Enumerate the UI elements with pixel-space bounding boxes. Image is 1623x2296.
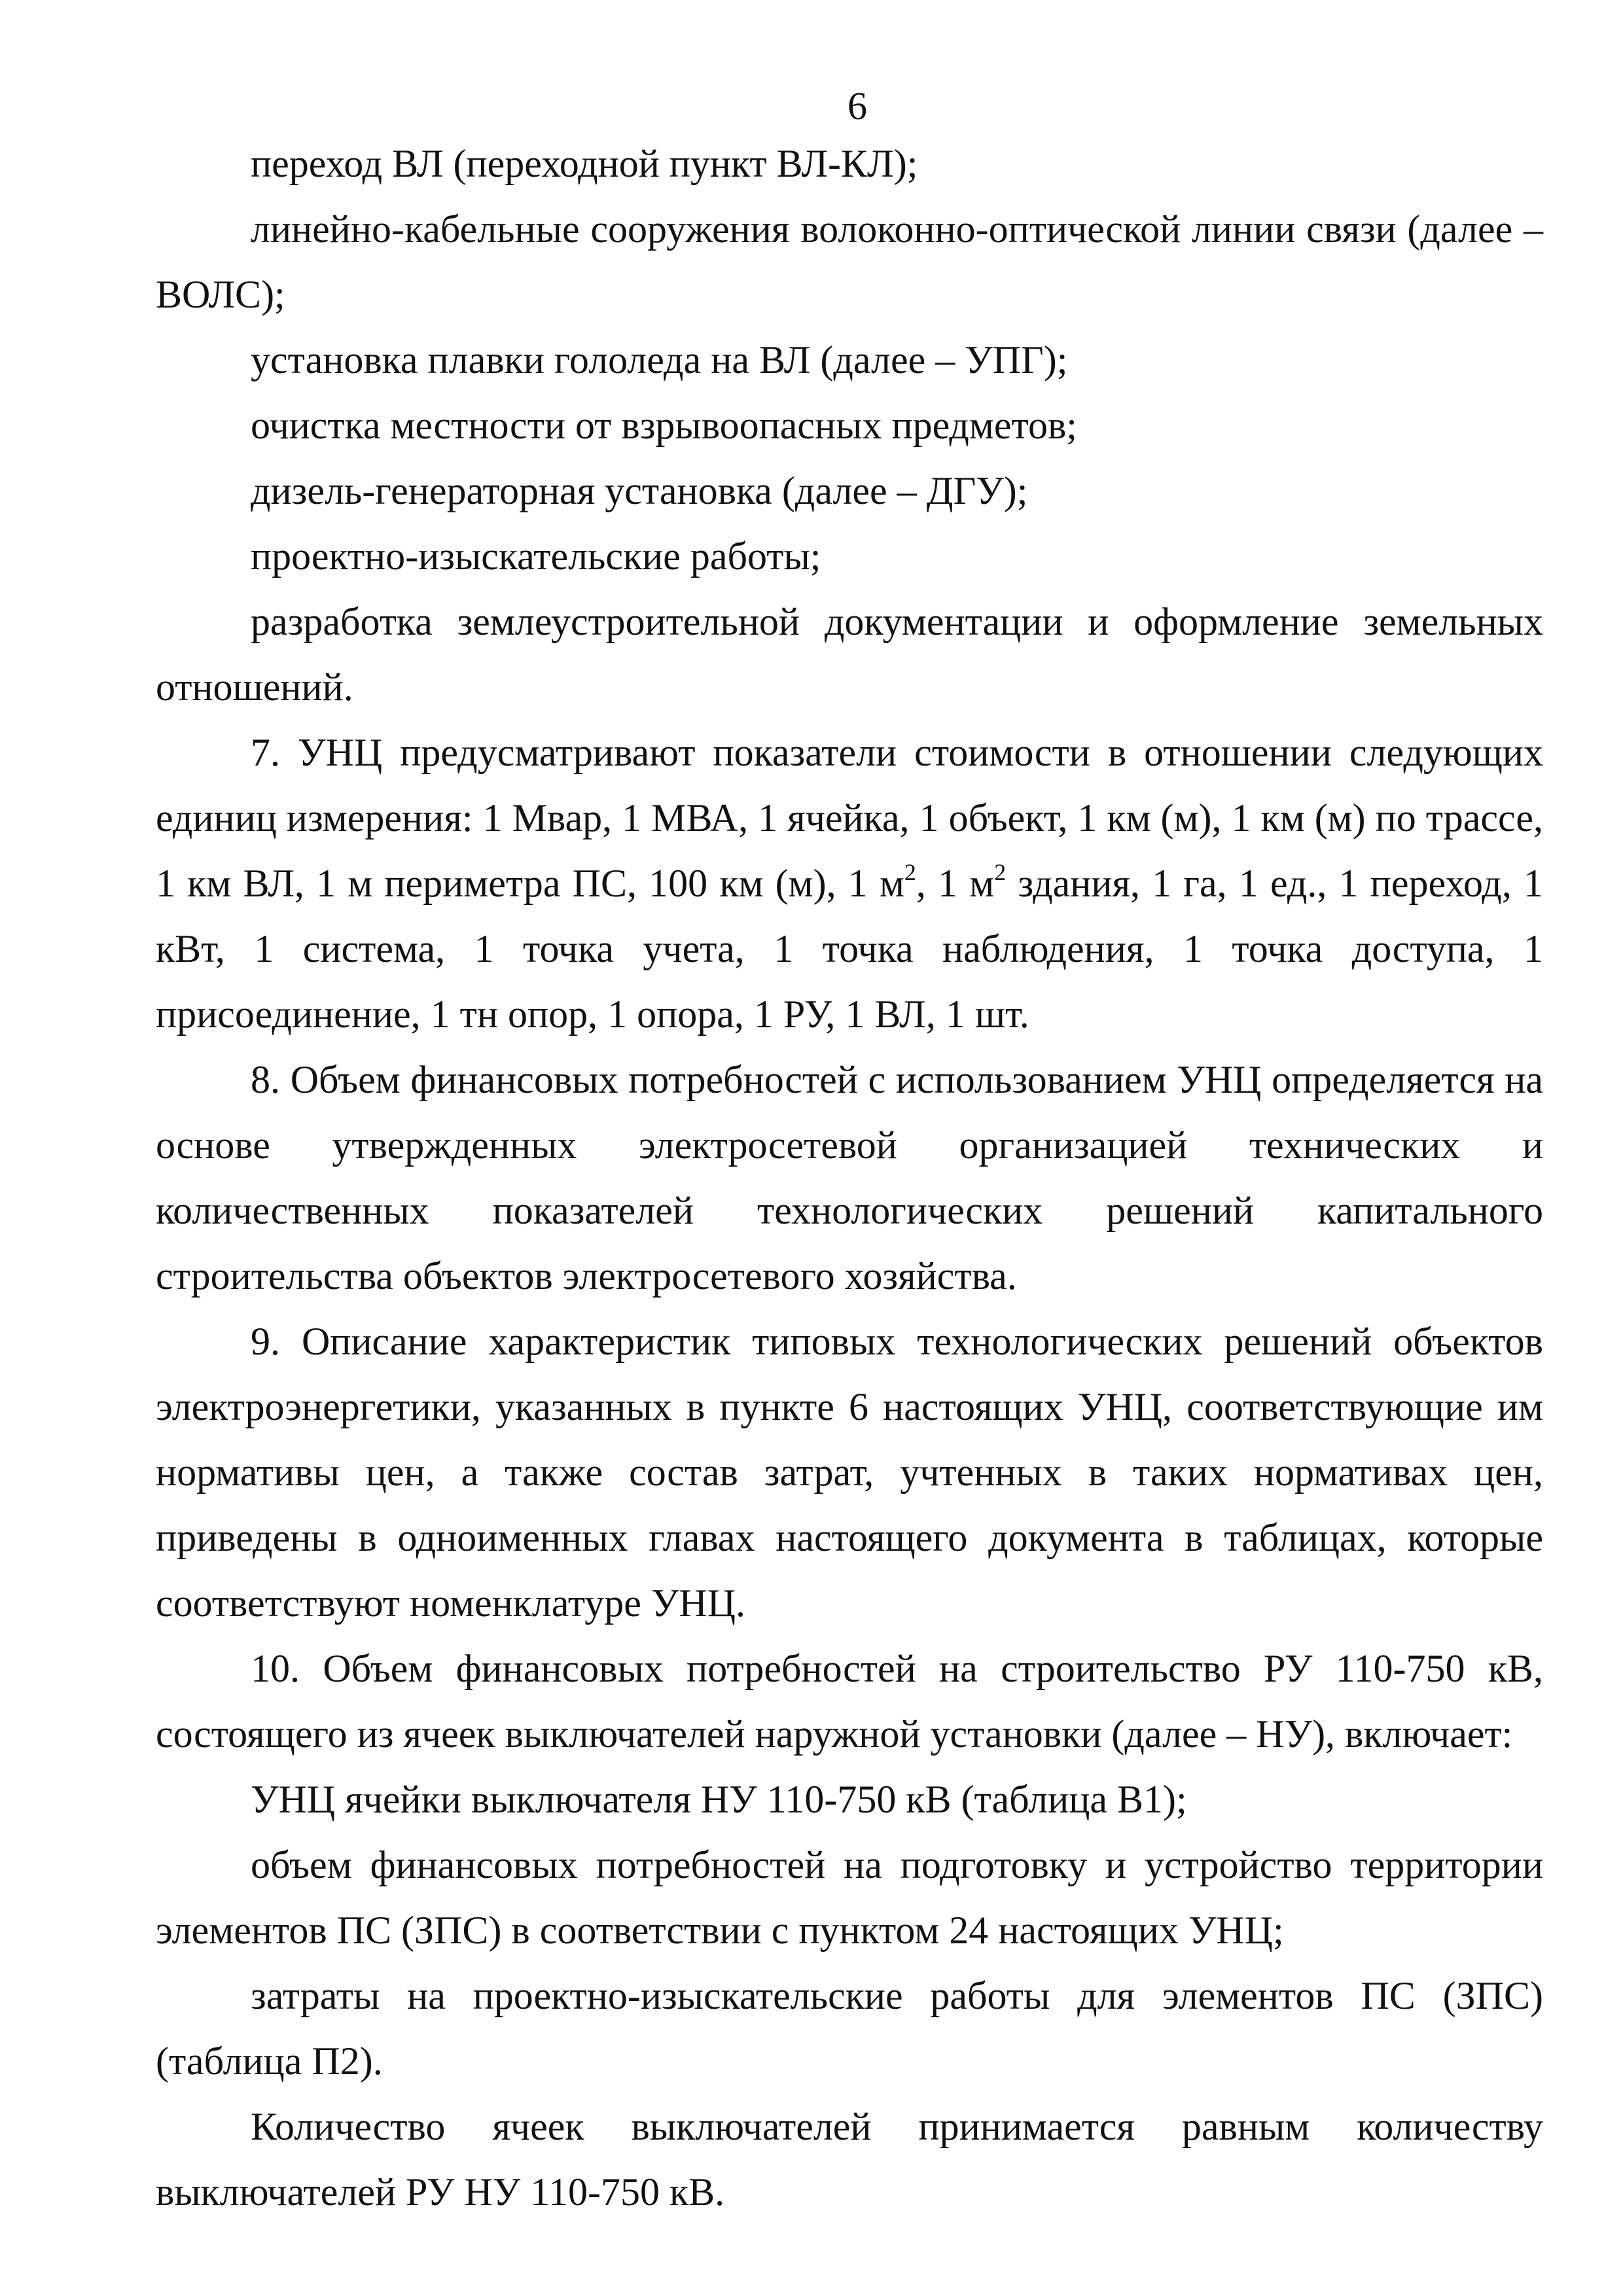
paragraph: очистка местности от взрывоопасных предметов; [251, 404, 1077, 447]
superscript: 2 [994, 859, 1007, 886]
document-body [156, 131, 1543, 2225]
paragraph: проектно-изыскательские работы; [251, 535, 821, 578]
paragraph: установка плавки гололеда на ВЛ (далее – УПГ); [251, 338, 1068, 381]
paragraph: дизель-генераторная установка (далее – ДГУ); [251, 469, 1028, 512]
item7-text-part1: 7. УНЦ предусматривают показатели стоимости в отношении следующих единиц измерения: 1 Мвар, 1 МВА, 1 ячейка, 1 объект, 1 км (м), 1 км (м) по трассе, 1 км ВЛ, 1 м периметра ПС, 100 км (м), 1 м [156, 731, 1543, 905]
page-number: 6 [847, 84, 867, 128]
paragraph-item-7 [156, 720, 1543, 1047]
paragraph: линейно-кабельные сооружения волоконно-оптической линии связи (далее – ВОЛС); [156, 207, 1543, 316]
paragraph: Количество ячеек выключателей принимается равным количеству выключателей РУ НУ 110-750 кВ. [156, 2105, 1543, 2214]
superscript: 2 [904, 859, 916, 886]
paragraph: затраты на проектно-изыскательские работы для элементов ПС (ЗПС) (таблица П2). [156, 1974, 1543, 2083]
item7-text-part2: , 1 м [916, 862, 995, 905]
paragraph: переход ВЛ (переходной пункт ВЛ-КЛ); [251, 142, 918, 185]
paragraph: УНЦ ячейки выключателя НУ 110-750 кВ (таблица В1); [251, 1778, 1187, 1821]
paragraph: объем финансовых потребностей на подготовку и устройство территории элементов ПС (ЗПС) в соответствии с пунктом 24 настоящих УНЦ; [156, 1843, 1543, 1952]
paragraph-item-10: 10. Объем финансовых потребностей на строительство РУ 110-750 кВ, состоящего из ячеек выключателей наружной установки (далее – НУ), включает: [156, 1647, 1543, 1756]
paragraph: разработка землеустроительной документации и оформление земельных отношений. [156, 600, 1543, 709]
paragraph-item-8: 8. Объем финансовых потребностей с использованием УНЦ определяется на основе утвержденных электросетевой организацией технических и количественных показателей технологических решений капитального строительства объектов электросетевого хозяйства. [156, 1058, 1543, 1298]
paragraph-item-9: 9. Описание характеристик типовых технологических решений объектов электроэнергетики, указанных в пункте 6 настоящих УНЦ, соответствующие им нормативы цен, а также состав затрат, учтенных в таких нормативах цен, приведены в одноименных главах настоящего документа в таблицах, которые соответствуют номенклатуре УНЦ. [156, 1320, 1543, 1625]
item7-text-part3: здания, 1 га, 1 ед., 1 переход, 1 кВт, 1 система, 1 точка учета, 1 точка наблюдения, 1 точка доступа, 1 присоединение, 1 тн опор, 1 опора, 1 РУ, 1 ВЛ, 1 шт. [156, 862, 1544, 1036]
